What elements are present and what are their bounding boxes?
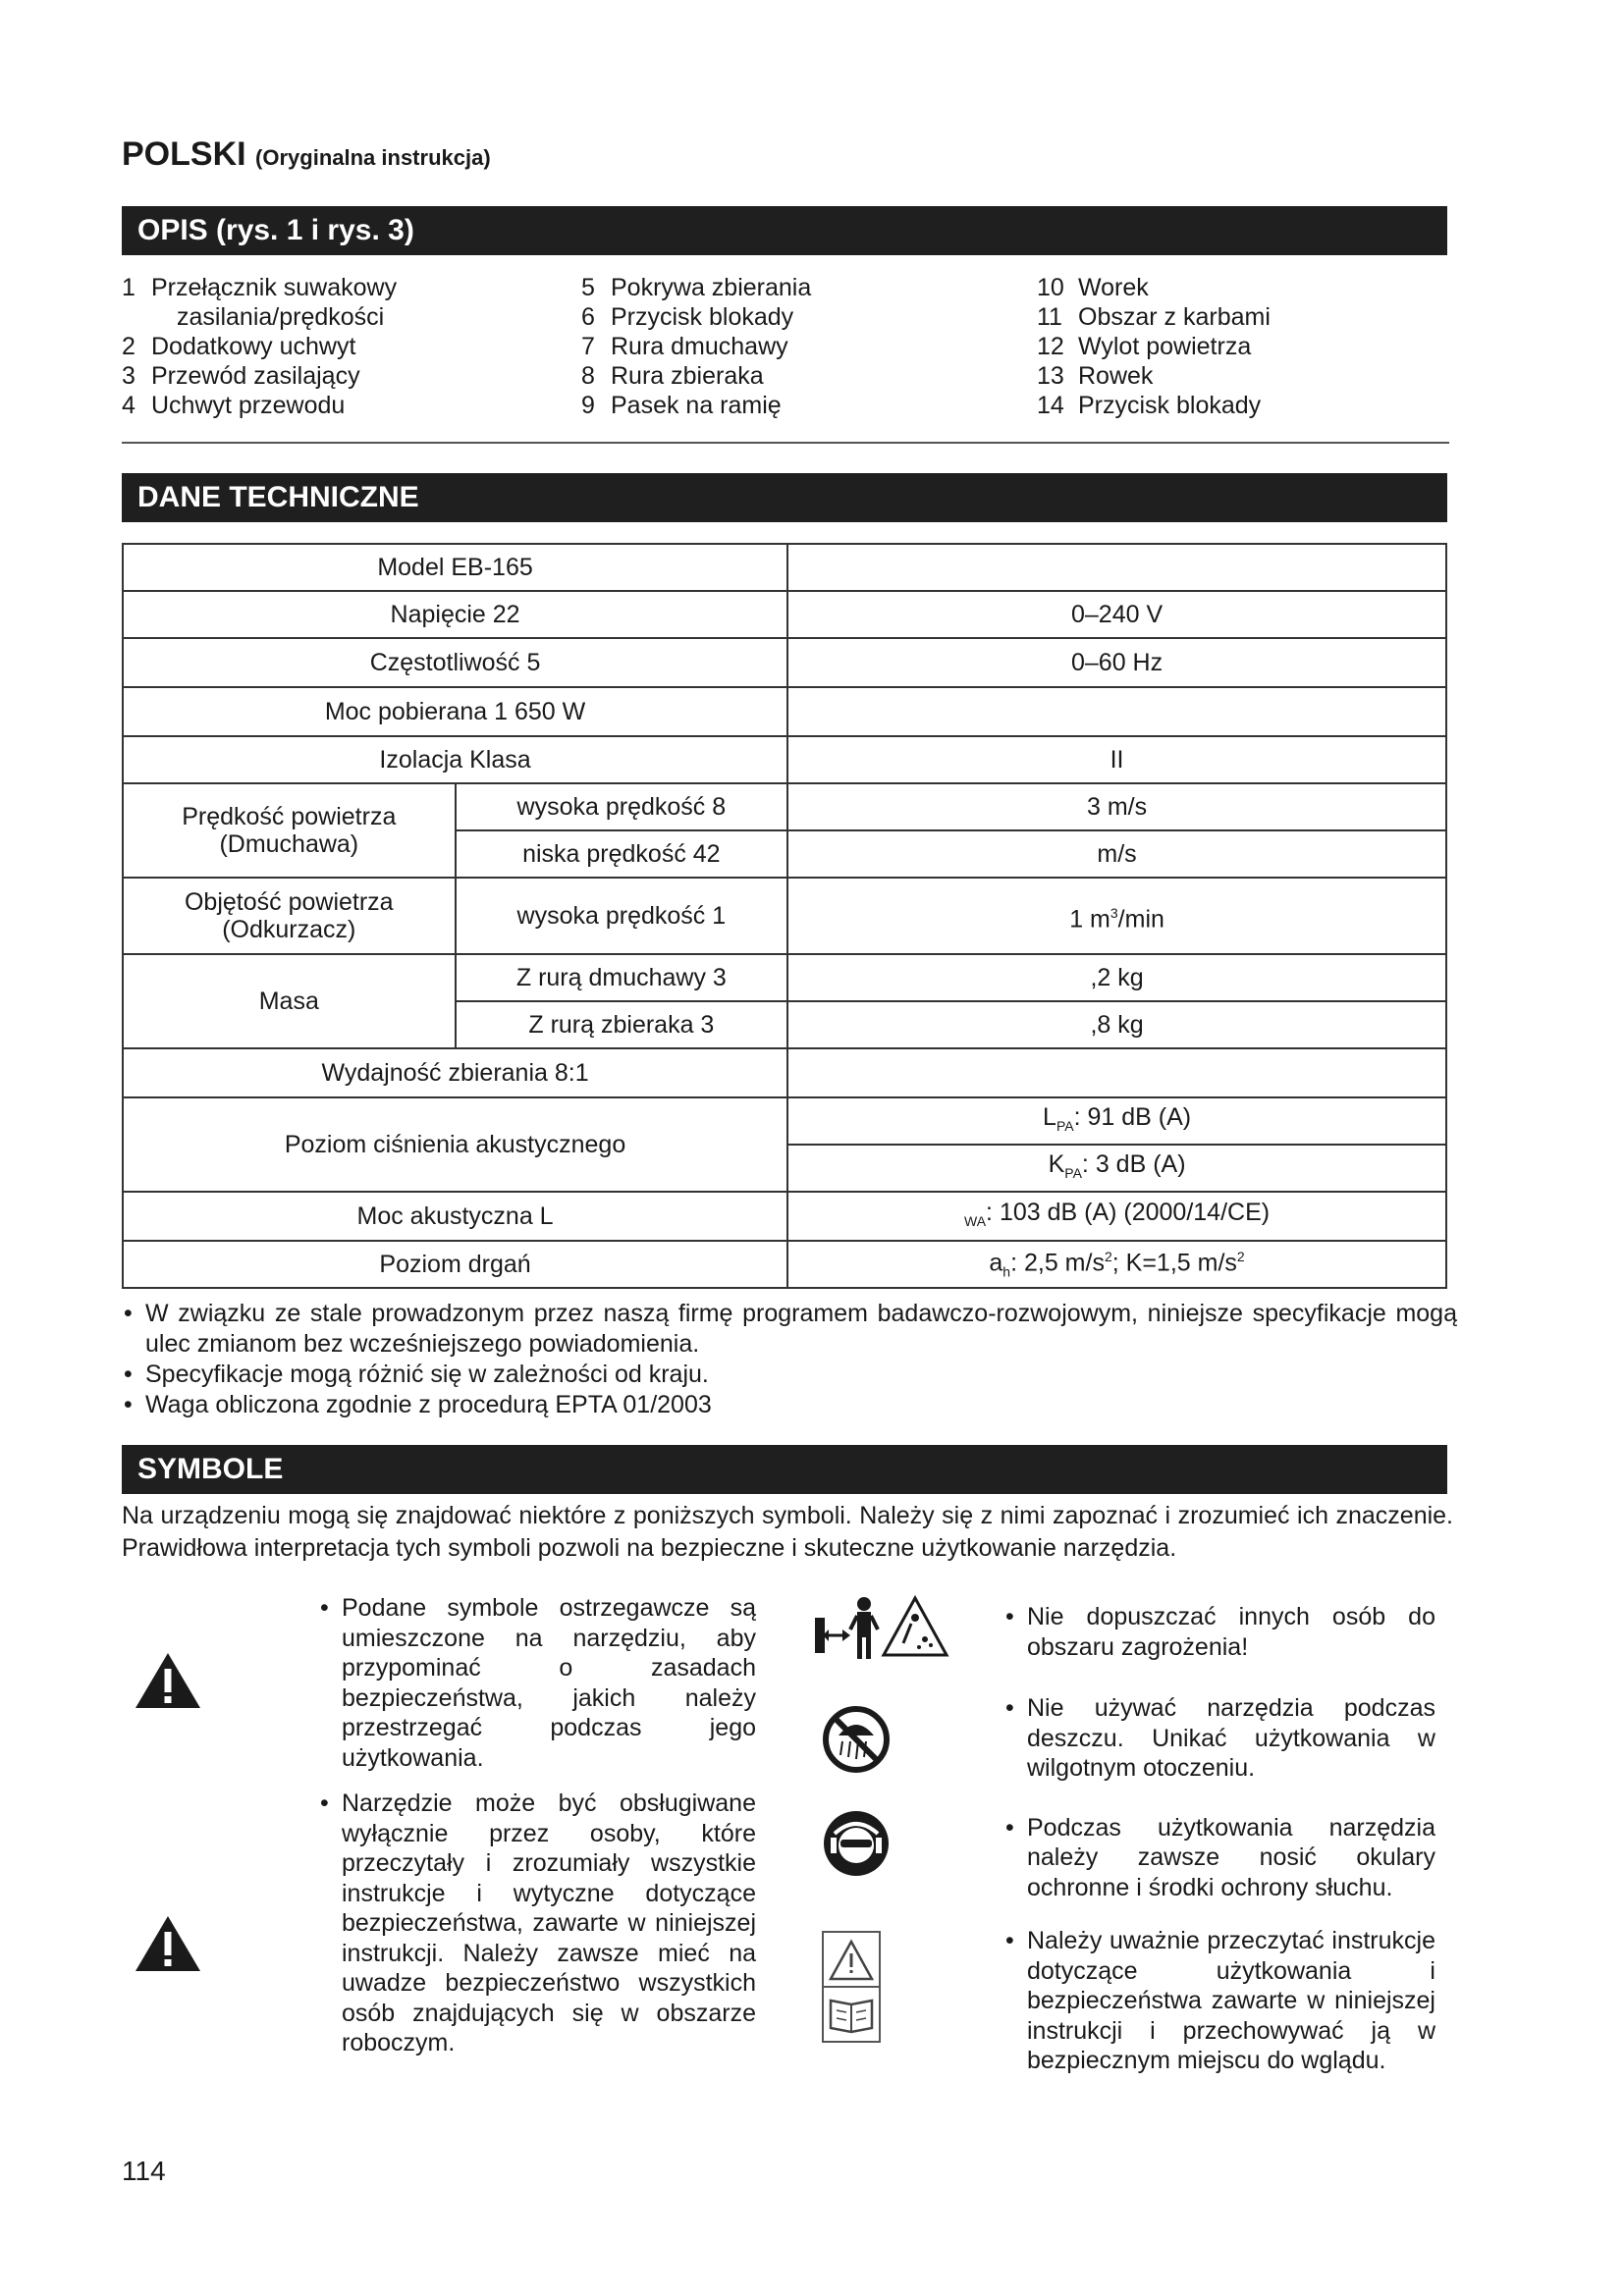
language-subtitle: (Oryginalna instrukcja) [255, 145, 491, 170]
spec-label: Częstotliwość 5 [123, 638, 787, 687]
spec-sublabel: wysoka prędkość 1 [456, 878, 788, 954]
table-row [123, 638, 1446, 687]
section-title: OPIS (rys. 1 i rys. 3) [137, 214, 414, 246]
spec-value: 0–240 V [787, 591, 1446, 638]
table-row [123, 783, 1446, 830]
section-title: DANE TECHNICZNE [137, 481, 419, 513]
specs-table [122, 543, 1447, 1289]
section-header-symbols [122, 1445, 1447, 1494]
list-item-continuation: zasilania/prędkości [177, 303, 385, 331]
symbol-description: • Podane symbole ostrzegawcze są umieszczone na narzędziu, aby przypominać o zasadach bezpieczeństwa, jakich należy przestrzegać podczas jego użytkowania. [318, 1593, 756, 1773]
symbol-description: • Nie dopuszczać innych osób do obszaru zagrożenia! [1003, 1602, 1435, 1662]
spec-label: Moc pobierana 1 650 W [123, 687, 787, 736]
spec-sublabel: Z rurą dmuchawy 3 [456, 954, 788, 1001]
note-item: • Waga obliczona zgodnie z procedurą EPTA 01/2003 [122, 1390, 1457, 1420]
page-number: 114 [122, 2156, 166, 2186]
spec-value: II [787, 736, 1446, 783]
spec-label: Moc akustyczna L [123, 1192, 787, 1241]
note-item: • Specyfikacje mogą różnić się w zależności od kraju. [122, 1360, 1457, 1390]
section-header-description [122, 206, 1447, 255]
no-rain-icon [821, 1704, 892, 1775]
parts-column-1 [122, 273, 573, 420]
table-row [123, 1048, 1446, 1097]
table-row [123, 954, 1446, 1001]
spec-value: $K_{PA}$: 3 dB (A) [787, 1145, 1446, 1192]
language-label: POLSKI [122, 135, 246, 173]
spec-label: Model EB-165 [123, 544, 787, 591]
table-row [123, 544, 1446, 591]
spec-value: m/s [787, 830, 1446, 878]
list-item: 1 Przełącznik suwakowy [122, 274, 398, 301]
symbols-left-text [318, 1593, 756, 2058]
spec-value [787, 544, 1446, 591]
spec-value: 1 $m^3/\min$ [787, 878, 1446, 954]
read-manual-icon [821, 1930, 882, 2044]
page-language-heading [122, 135, 491, 174]
list-item: 14 Przycisk blokady [1037, 392, 1262, 419]
section-divider [122, 442, 1449, 444]
spec-label: Poziom drgań [123, 1241, 787, 1288]
spec-group-label: Objętość powietrza (Odkurzacz) [123, 878, 456, 954]
spec-value [787, 1048, 1446, 1097]
symbols-right-text [1003, 1602, 1435, 2076]
note-item: • W związku ze stale prowadzonym przez naszą firmę programem badawczo-rozwojowym, niniejsze specyfikacje mogą ulec zmianom bez wcześniejszego powiadomienia. [122, 1299, 1457, 1360]
spec-label: Izolacja Klasa [123, 736, 787, 783]
spec-value: $L_{PA}$: 91 dB (A) [787, 1097, 1446, 1145]
spec-sublabel: niska prędkość 42 [456, 830, 788, 878]
list-item: 9 Pasek na ramię [581, 392, 782, 419]
list-item: 8 Rura zbieraka [581, 362, 764, 390]
list-item: 11 Obszar z karbami [1037, 303, 1271, 331]
list-item: 6 Przycisk blokady [581, 303, 794, 331]
list-item: 5 Pokrywa zbierania [581, 274, 812, 301]
spec-label: Poziom ciśnienia akustycznego [123, 1097, 787, 1192]
parts-column-2 [581, 273, 1033, 420]
list-item: 12 Wylot powietrza [1037, 333, 1252, 360]
spec-label: Wydajność zbierania 8:1 [123, 1048, 787, 1097]
spec-notes [122, 1299, 1457, 1420]
spec-group-label: Masa [123, 954, 456, 1048]
spec-value: 0–60 Hz [787, 638, 1446, 687]
symbol-description: • Podczas użytkowania narzędzia należy zawsze nosić okulary ochronne i środki ochrony słuchu. [1003, 1813, 1435, 1903]
spec-value: $a_h$: 2,5 $m/s^2$; K=1,5 $m/s^2$ [787, 1241, 1446, 1288]
spec-value: 3 m/s [787, 783, 1446, 830]
table-row [123, 878, 1446, 954]
wear-eye-ear-protection-icon [821, 1808, 892, 1879]
warning-triangle-icon [134, 1651, 202, 1710]
spec-sublabel: wysoka prędkość 8 [456, 783, 788, 830]
spec-value: ,8 kg [787, 1001, 1446, 1048]
keep-bystanders-away-icon [813, 1590, 950, 1669]
list-item: 4 Uchwyt przewodu [122, 392, 346, 419]
table-row [123, 1097, 1446, 1145]
list-item: 2 Dodatkowy uchwyt [122, 333, 356, 360]
parts-column-3 [1037, 273, 1449, 420]
spec-label: Napięcie 22 [123, 591, 787, 638]
symbols-intro: Na urządzeniu mogą się znajdować niektóre z poniższych symboli. Należy się z nimi zapoznać i zrozumieć ich znaczenie. Prawidłowa interpretacja tych symboli pozwoli na bezpieczne i skuteczne użytkowanie narzędzia. [122, 1502, 1453, 1562]
spec-group-label: Prędkość powietrza (Dmuchawa) [123, 783, 456, 878]
list-item: 7 Rura dmuchawy [581, 333, 788, 360]
warning-triangle-icon [134, 1914, 202, 1973]
spec-value [787, 687, 1446, 736]
spec-value: ,2 kg [787, 954, 1446, 1001]
table-row [123, 736, 1446, 783]
table-row [123, 1241, 1446, 1288]
section-title: SYMBOLE [137, 1453, 284, 1485]
table-row [123, 591, 1446, 638]
list-item: 3 Przewód zasilający [122, 362, 360, 390]
symbol-description: • Należy uważnie przeczytać instrukcje dotyczące użytkowania i bezpieczeństwa zawarte w niniejszej instrukcji i przechowywać ją w bezpiecznym miejscu do wglądu. [1003, 1926, 1435, 2076]
symbol-description: • Nie używać narzędzia podczas deszczu. Unikać użytkowania w wilgotnym otoczeniu. [1003, 1693, 1435, 1784]
spec-value: $_{WA}$: 103 dB (A) (2000/14/CE) [787, 1192, 1446, 1241]
list-item: 10 Worek [1037, 274, 1149, 301]
spec-sublabel: Z rurą zbieraka 3 [456, 1001, 788, 1048]
table-row [123, 687, 1446, 736]
symbol-description: • Narzędzie może być obsługiwane wyłącznie przez osoby, które przeczytały i zrozumiały wszystkie instrukcje i wytyczne dotyczące bezpieczeństwa, zawarte w niniejszej instrukcji. Należy zawsze mieć na uwadze bezpieczeństwo wszystkich osób znajdujących się w obszarze roboczym. [318, 1789, 756, 2058]
list-item: 13 Rowek [1037, 362, 1154, 390]
table-row [123, 1192, 1446, 1241]
section-header-specs [122, 473, 1447, 522]
